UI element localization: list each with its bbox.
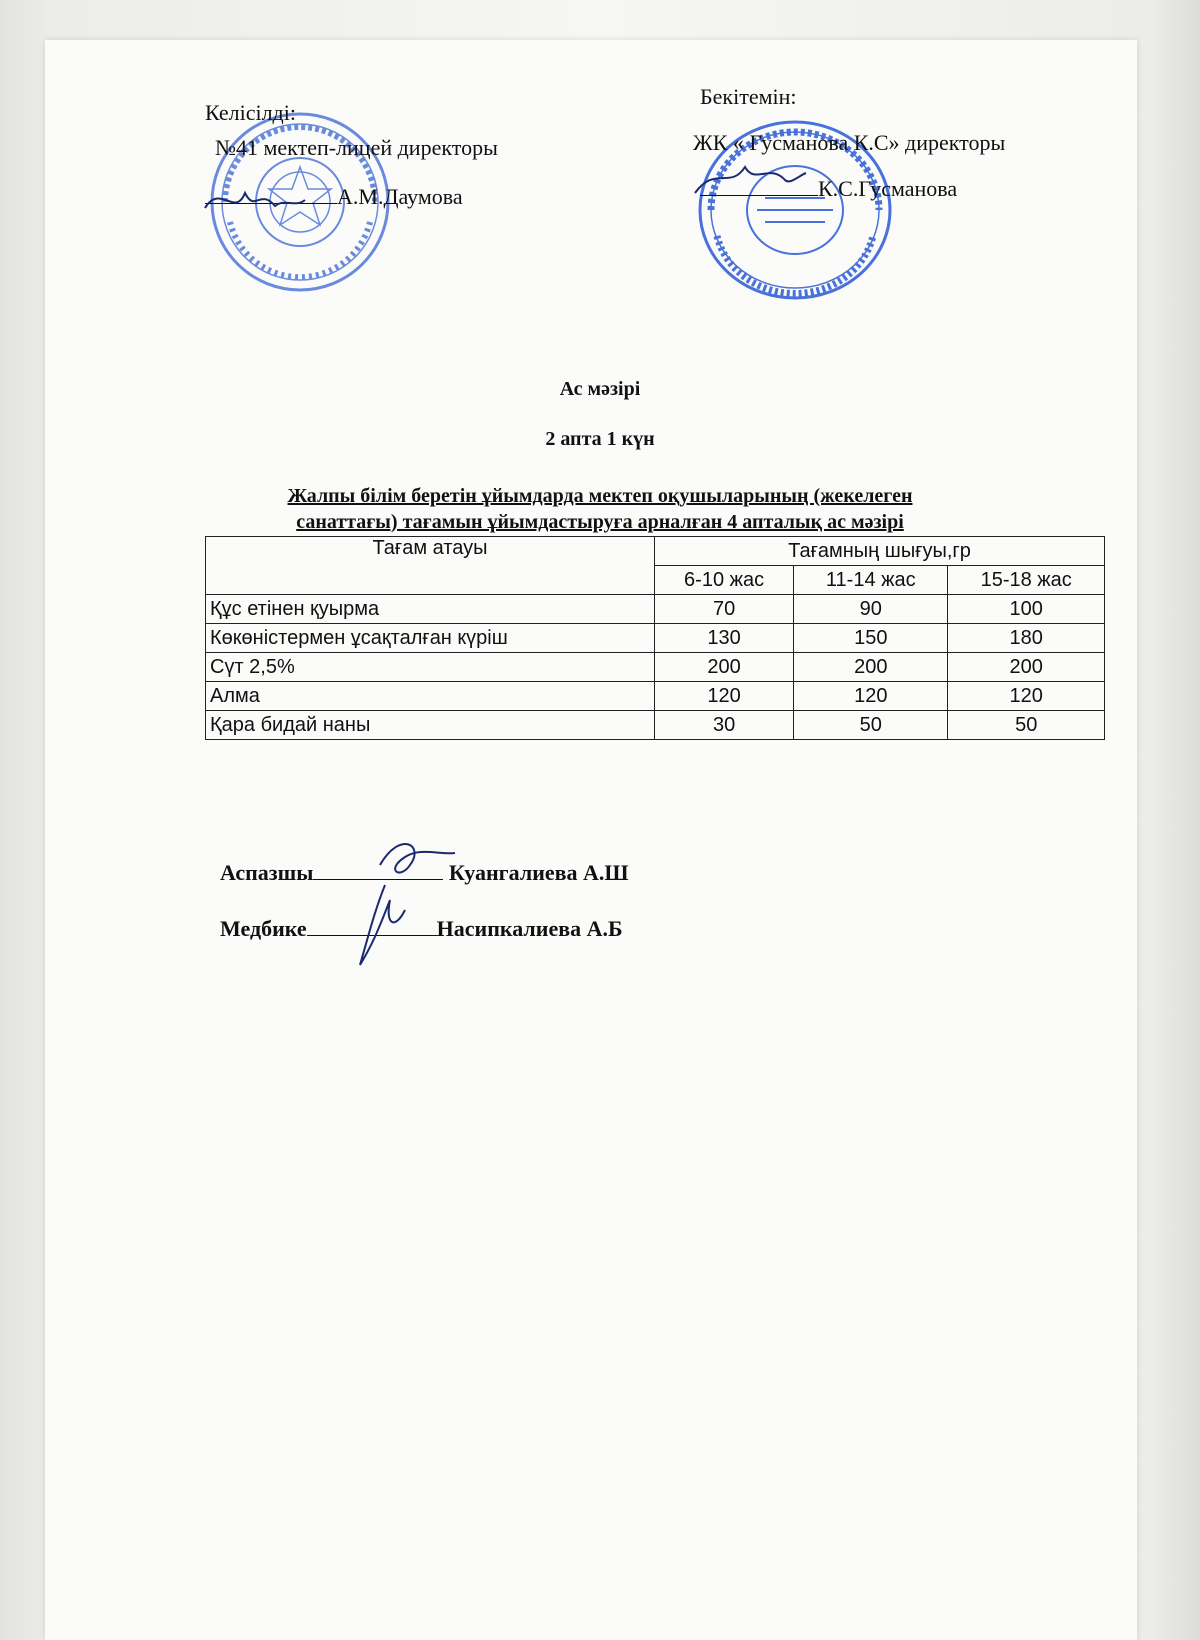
menu-description-line2: санаттағы) тағамын ұйымдастыруға арналған 4 апталық ас мәзірі xyxy=(296,511,904,533)
dish-name: Құс етінен қуырма xyxy=(206,595,655,624)
portion-value: 200 xyxy=(794,653,948,682)
nurse-signature xyxy=(340,880,410,975)
table-row xyxy=(206,624,1105,653)
dish-name: Көкөністермен ұсақталған күріш xyxy=(206,624,655,653)
portion-value: 50 xyxy=(948,711,1105,740)
approval-right-name: К.С.Гусманова xyxy=(818,176,958,201)
approval-right-heading: Бекітемін: xyxy=(700,84,797,109)
portion-value: 130 xyxy=(655,624,794,653)
nurse-label: Медбике xyxy=(220,916,307,941)
approval-left-name: А.М.Даумова xyxy=(337,184,463,209)
nurse-signature-line xyxy=(220,916,623,942)
portion-value: 120 xyxy=(655,682,794,711)
portion-value: 70 xyxy=(655,595,794,624)
portion-value: 150 xyxy=(794,624,948,653)
portion-value: 30 xyxy=(655,711,794,740)
portion-value: 120 xyxy=(794,682,948,711)
cook-name: Куангалиева А.Ш xyxy=(448,860,629,885)
age-group-header: 11-14 жас xyxy=(794,566,948,595)
portion-value: 50 xyxy=(794,711,948,740)
portion-value: 100 xyxy=(948,595,1105,624)
cook-label: Аспазшы xyxy=(220,860,314,885)
yield-header: Тағамның шығуы,гр xyxy=(655,537,1105,566)
portion-value: 200 xyxy=(948,653,1105,682)
approval-right-position: ЖК « Гусманова К.С» директоры xyxy=(693,130,1006,155)
table-row xyxy=(206,682,1105,711)
menu-title: Ас мәзірі xyxy=(559,378,641,400)
table-row xyxy=(206,595,1105,624)
menu-week-day: 2 апта 1 күн xyxy=(545,428,655,450)
nurse-name: Насипкалиева А.Б xyxy=(436,916,623,941)
left-signature xyxy=(200,178,310,223)
portion-value: 120 xyxy=(948,682,1105,711)
portion-value: 200 xyxy=(655,653,794,682)
dish-name: Сүт 2,5% xyxy=(206,653,655,682)
age-group-header: 6-10 жас xyxy=(655,566,794,595)
table-row xyxy=(206,711,1105,740)
age-group-header: 15-18 жас xyxy=(948,566,1105,595)
right-signature xyxy=(690,155,810,205)
dish-name-header: Тағам атауы xyxy=(206,537,655,595)
cook-signature xyxy=(370,835,460,885)
portion-value: 90 xyxy=(794,595,948,624)
approval-left-position: №41 мектеп-лицей директоры xyxy=(215,135,498,160)
table-row xyxy=(206,653,1105,682)
dish-name: Алма xyxy=(206,682,655,711)
approval-left-heading: Келісілді: xyxy=(205,100,296,125)
menu-table xyxy=(205,536,1105,740)
dish-name: Қара бидай наны xyxy=(206,711,655,740)
menu-description-line1: Жалпы білім беретін ұйымдарда мектеп оқушыларының (жекелеген xyxy=(287,485,913,507)
portion-value: 180 xyxy=(948,624,1105,653)
